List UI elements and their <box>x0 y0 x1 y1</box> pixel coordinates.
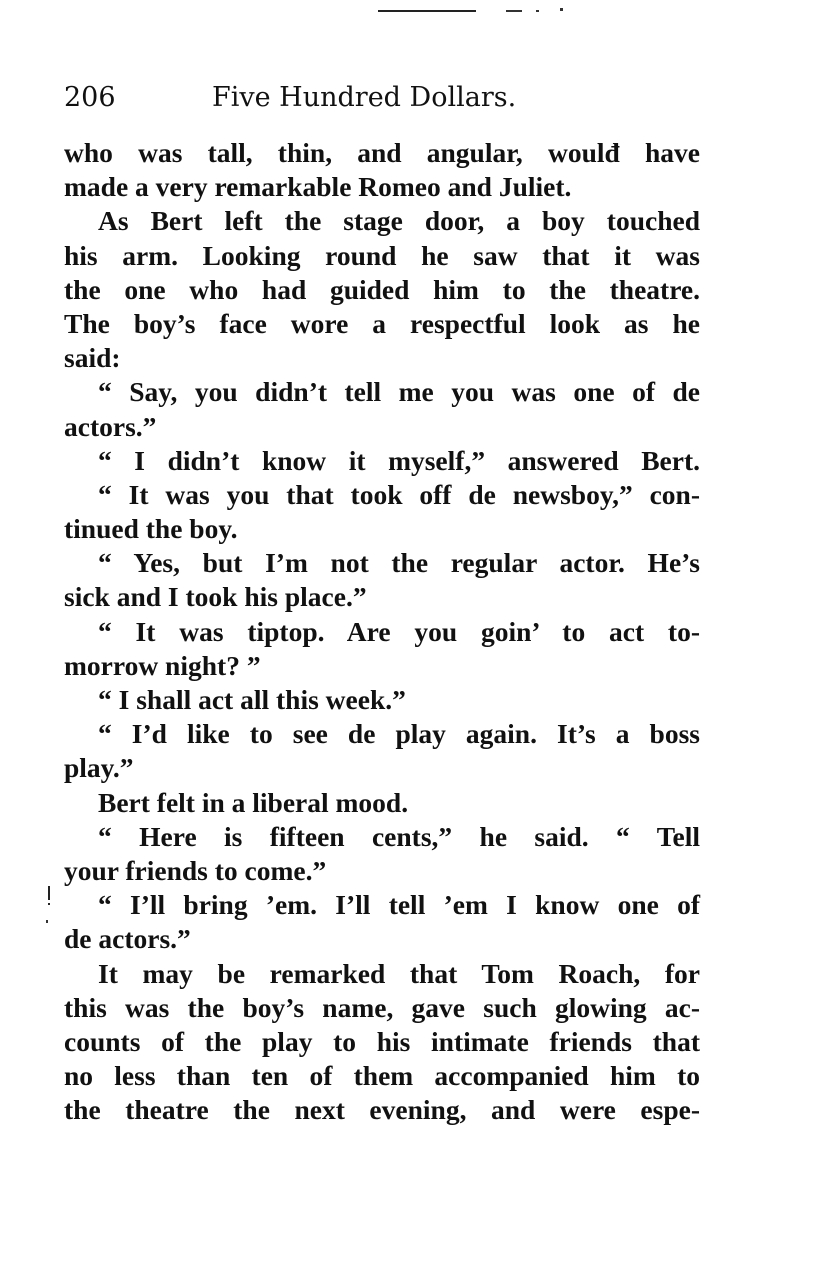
text-line: counts of the play to his intimate friends that <box>64 1025 700 1057</box>
text-line: “ It was you that took off de newsboy,” con- <box>98 478 700 510</box>
text-line: “ I’d like to see de play again. It’s a boss <box>98 718 700 750</box>
text-line: “ Here is fifteen cents,” he said. “ Tell <box>98 820 700 852</box>
body-text <box>64 136 700 1127</box>
text-line: the one who had guided him to the theatre. <box>64 273 700 305</box>
text-line: “ Say, you didn’t tell me you was one of de <box>98 376 700 408</box>
running-header <box>64 78 704 118</box>
text-line: the theatre the next evening, and were espe- <box>64 1094 700 1126</box>
text-line: said: <box>64 342 121 374</box>
text-line: “ It was tiptop. Are you goin’ to act to- <box>98 615 700 647</box>
text-line: “ I didn’t know it myself,” answered Bert. <box>98 444 700 476</box>
margin-ink-mark <box>46 886 52 926</box>
text-line: his arm. Looking round he saw that it was <box>64 239 700 271</box>
text-line: made a very remarkable Romeo and Juliet. <box>64 171 572 203</box>
text-line: The boy’s face wore a respectful look as he <box>64 307 700 339</box>
text-line: who was tall, thin, and angular, woulđ have <box>64 137 700 168</box>
text-line: sick and I took his place.” <box>64 581 367 613</box>
text-line: Bert felt in a liberal mood. <box>98 786 409 818</box>
running-title: Five Hundred Dollars. <box>212 82 517 113</box>
text-line: As Bert left the stage door, a boy touched <box>98 205 700 237</box>
text-line: this was the boy’s name, gave such glowing ac- <box>64 991 700 1023</box>
text-line: It may be remarked that Tom Roach, for <box>98 957 700 989</box>
text-line: “ I shall act all this week.” <box>98 684 406 715</box>
text-line: “ I’ll bring ’em. I’ll tell ’em I know one of <box>98 889 700 921</box>
text-line: de actors.” <box>64 923 191 955</box>
text-line: tinued the boy. <box>64 513 238 545</box>
text-line: “ Yes, but I’m not the regular actor. He’s <box>98 547 700 579</box>
text-line: no less than ten of them accompanied him to <box>64 1060 700 1092</box>
text-line: play.” <box>64 752 134 784</box>
page-number: 206 <box>64 82 116 113</box>
print-smudge <box>378 8 568 14</box>
text-line: morrow night? ” <box>64 649 261 681</box>
text-line: your friends to come.” <box>64 854 327 886</box>
text-line: actors.” <box>64 410 157 442</box>
